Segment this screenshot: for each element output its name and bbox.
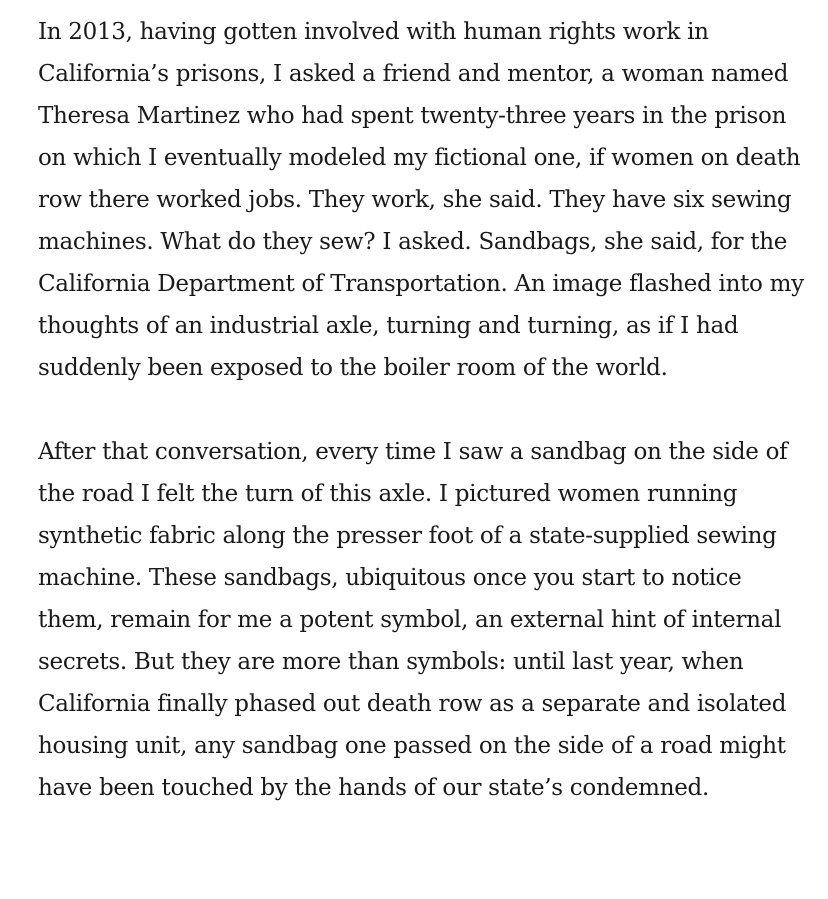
article-body <box>38 11 808 809</box>
paragraph-2: After that conversation, every time I saw a sandbag on the side of the road I felt the turn of this axle. I pictured women running synthetic fabric along the presser foot of a state-supplied sewing machine. These sandbags, ubiquitous once you start to notice them, remain for me a potent symbol, an external hint of internal secrets. But they are more than symbols: until last year, when California finally phased out death row as a separate and isolated housing unit, any sandbag one passed on the side of a road might have been touched by the hands of our state’s condemned. <box>38 439 788 801</box>
paragraph-1: In 2013, having gotten involved with human rights work in California’s prisons, I asked a friend and mentor, a woman named Theresa Martinez who had spent twenty-three years in the prison on which I eventually modeled my fictional one, if women on death row there worked jobs. They work, she said. They have six sewing machines. What do they sew? I asked. Sandbags, she said, for the California Department of Transportation. An image flashed into my thoughts of an industrial axle, turning and turning, as if I had suddenly been exposed to the boiler room of the world. <box>38 19 804 381</box>
